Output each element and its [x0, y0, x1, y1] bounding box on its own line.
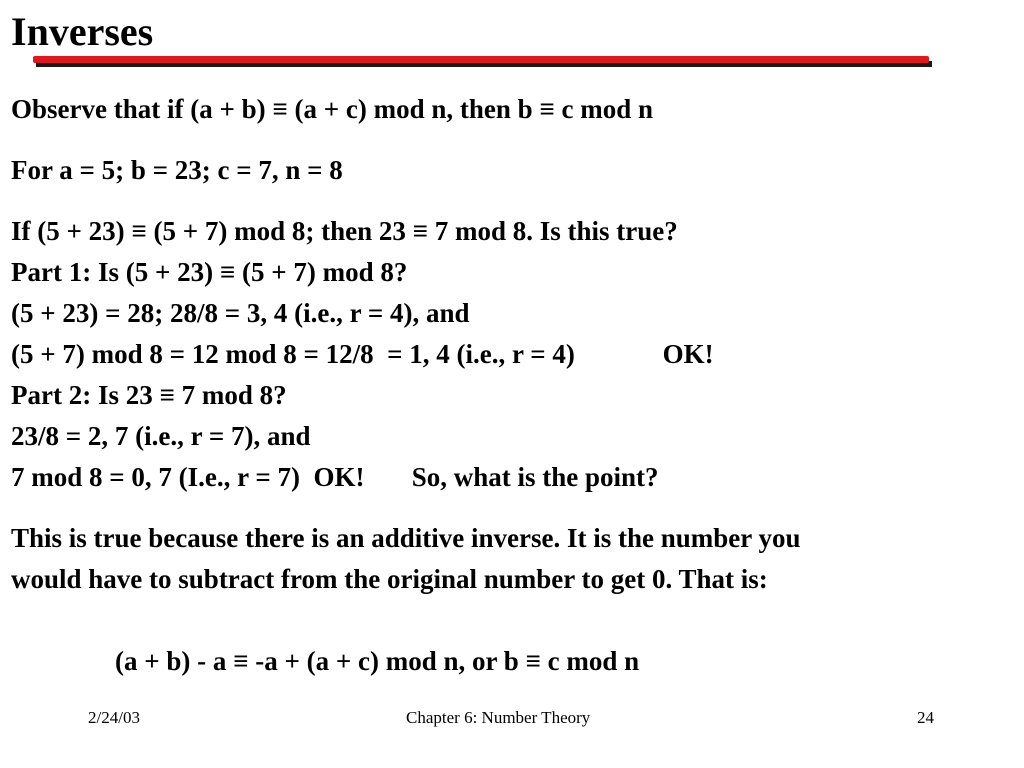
text-line-example-values: For a = 5; b = 23; c = 7, n = 8	[11, 155, 343, 185]
footer-chapter: Chapter 6: Number Theory	[406, 708, 591, 727]
text-line-part2-step1: 23/8 = 2, 7 (i.e., r = 7), and	[11, 421, 311, 451]
text-line-part1-heading: Part 1: Is (5 + 23) ≡ (5 + 7) mod 8?	[11, 257, 408, 287]
text-line-explanation-2: would have to subtract from the original number to get 0. That is:	[11, 564, 768, 594]
text-line-part1-step1: (5 + 23) = 28; 28/8 = 3, 4 (i.e., r = 4), and	[11, 298, 470, 328]
text-line-part2-step2: 7 mod 8 = 0, 7 (I.e., r = 7) OK! So, what is the point?	[11, 462, 659, 492]
text-line-explanation-1: This is true because there is an additive inverse. It is the number you	[11, 523, 801, 553]
footer-date: 2/24/03	[88, 708, 140, 727]
slide-title: Inverses	[11, 9, 154, 54]
footer-page-number: 24	[917, 708, 934, 727]
text-line-part1-step2: (5 + 7) mod 8 = 12 mod 8 = 12/8 = 1, 4 (i.e., r = 4) OK!	[11, 339, 714, 369]
text-line-question: If (5 + 23) ≡ (5 + 7) mod 8; then 23 ≡ 7 mod 8. Is this true?	[11, 216, 678, 246]
text-line-observation: Observe that if (a + b) ≡ (a + c) mod n, then b ≡ c mod n	[11, 94, 654, 124]
text-line-formula: (a + b) - a ≡ -a + (a + c) mod n, or b ≡ c mod n	[115, 646, 640, 676]
title-underline	[33, 56, 929, 63]
text-line-part2-heading: Part 2: Is 23 ≡ 7 mod 8?	[11, 380, 287, 410]
